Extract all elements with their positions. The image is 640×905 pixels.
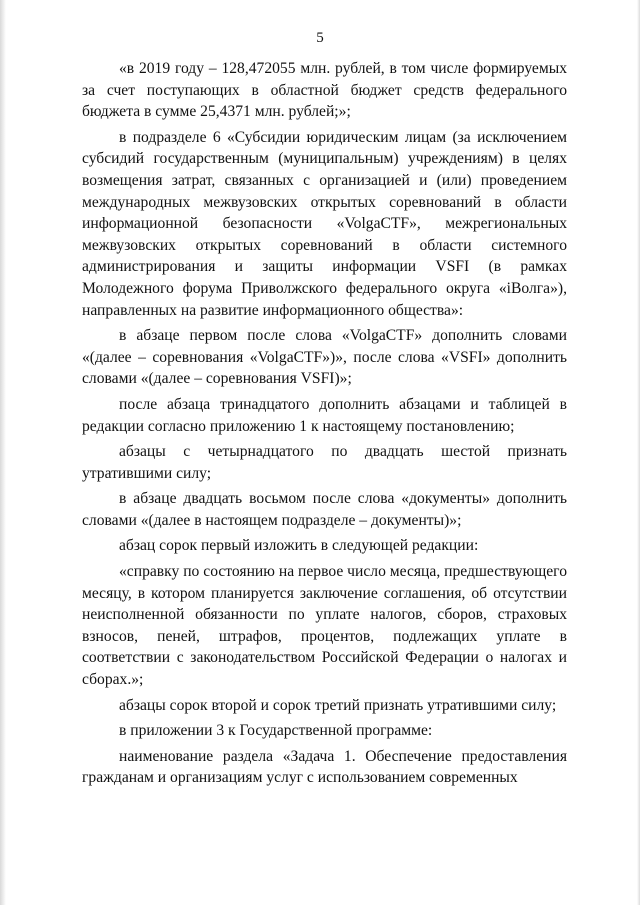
paragraph-2: в подразделе 6 «Субсидии юридическим лицам (за исключением субсидий государственным (муниципальным) учреждениям) в целях возмещения затрат, связанных с организацией и (или) проведением международных межвузовских открытых соревнований в области информационной безопасности «VolgaCTF», межрегиональных межвузовских открытых соревнований в области системного администрирования и защиты информации VSFI (в рамках Молодежного форума Приволжского федерального округа «iВолга»), направленных на развитие информационного общества»: [82, 128, 567, 319]
document-body [82, 58, 567, 789]
paragraph-10: в приложении 3 к Государственной программе: [119, 722, 433, 740]
paragraph-11: наименование раздела «Задача 1. Обеспечение предоставления гражданам и организациям услуг с использованием современных [82, 747, 567, 787]
paragraph-8: «справку по состоянию на первое число месяца, предшествующего месяцу, в котором планируется заключение соглашения, об отсутствии неисполненной обязанности по уплате налогов, сборов, страховых взносов, пеней, штрафов, процентов, подлежащих уплате в соответствии с законодательством Российской Федерации о налогах и сборах.»; [82, 563, 567, 689]
scan-edge-left [0, 0, 6, 905]
paragraph-5: абзацы с четырнадцатого по двадцать шестой признать утратившими силу; [82, 443, 567, 482]
paragraph-1: «в 2019 году – 128,472055 млн. рублей, в том числе формируемых за счет поступающих в областной бюджет средств федерального бюджета в сумме 25,4371 млн. рублей;»; [82, 60, 567, 121]
page-number: 5 [316, 30, 324, 46]
paragraph-3: в абзаце первом после слова «VolgaCTF» дополнить словами «(далее – соревнования «VolgaCTF»)», после слова «VSFI» дополнить словами «(далее – соревнования VSFI)»; [82, 327, 567, 388]
paragraph-4: после абзаца тринадцатого дополнить абзацами и таблицей в редакции согласно приложению 1 к настоящему постановлению; [82, 395, 567, 435]
paragraph-9: абзацы сорок второй и сорок третий признать утратившими силу; [119, 696, 557, 714]
paragraph-6: в абзаце двадцать восьмом после слова «документы» дополнить словами «(далее в настоящем подразделе – документы)»; [82, 490, 567, 529]
paragraph-7: абзац сорок первый изложить в следующей редакции: [119, 537, 479, 555]
